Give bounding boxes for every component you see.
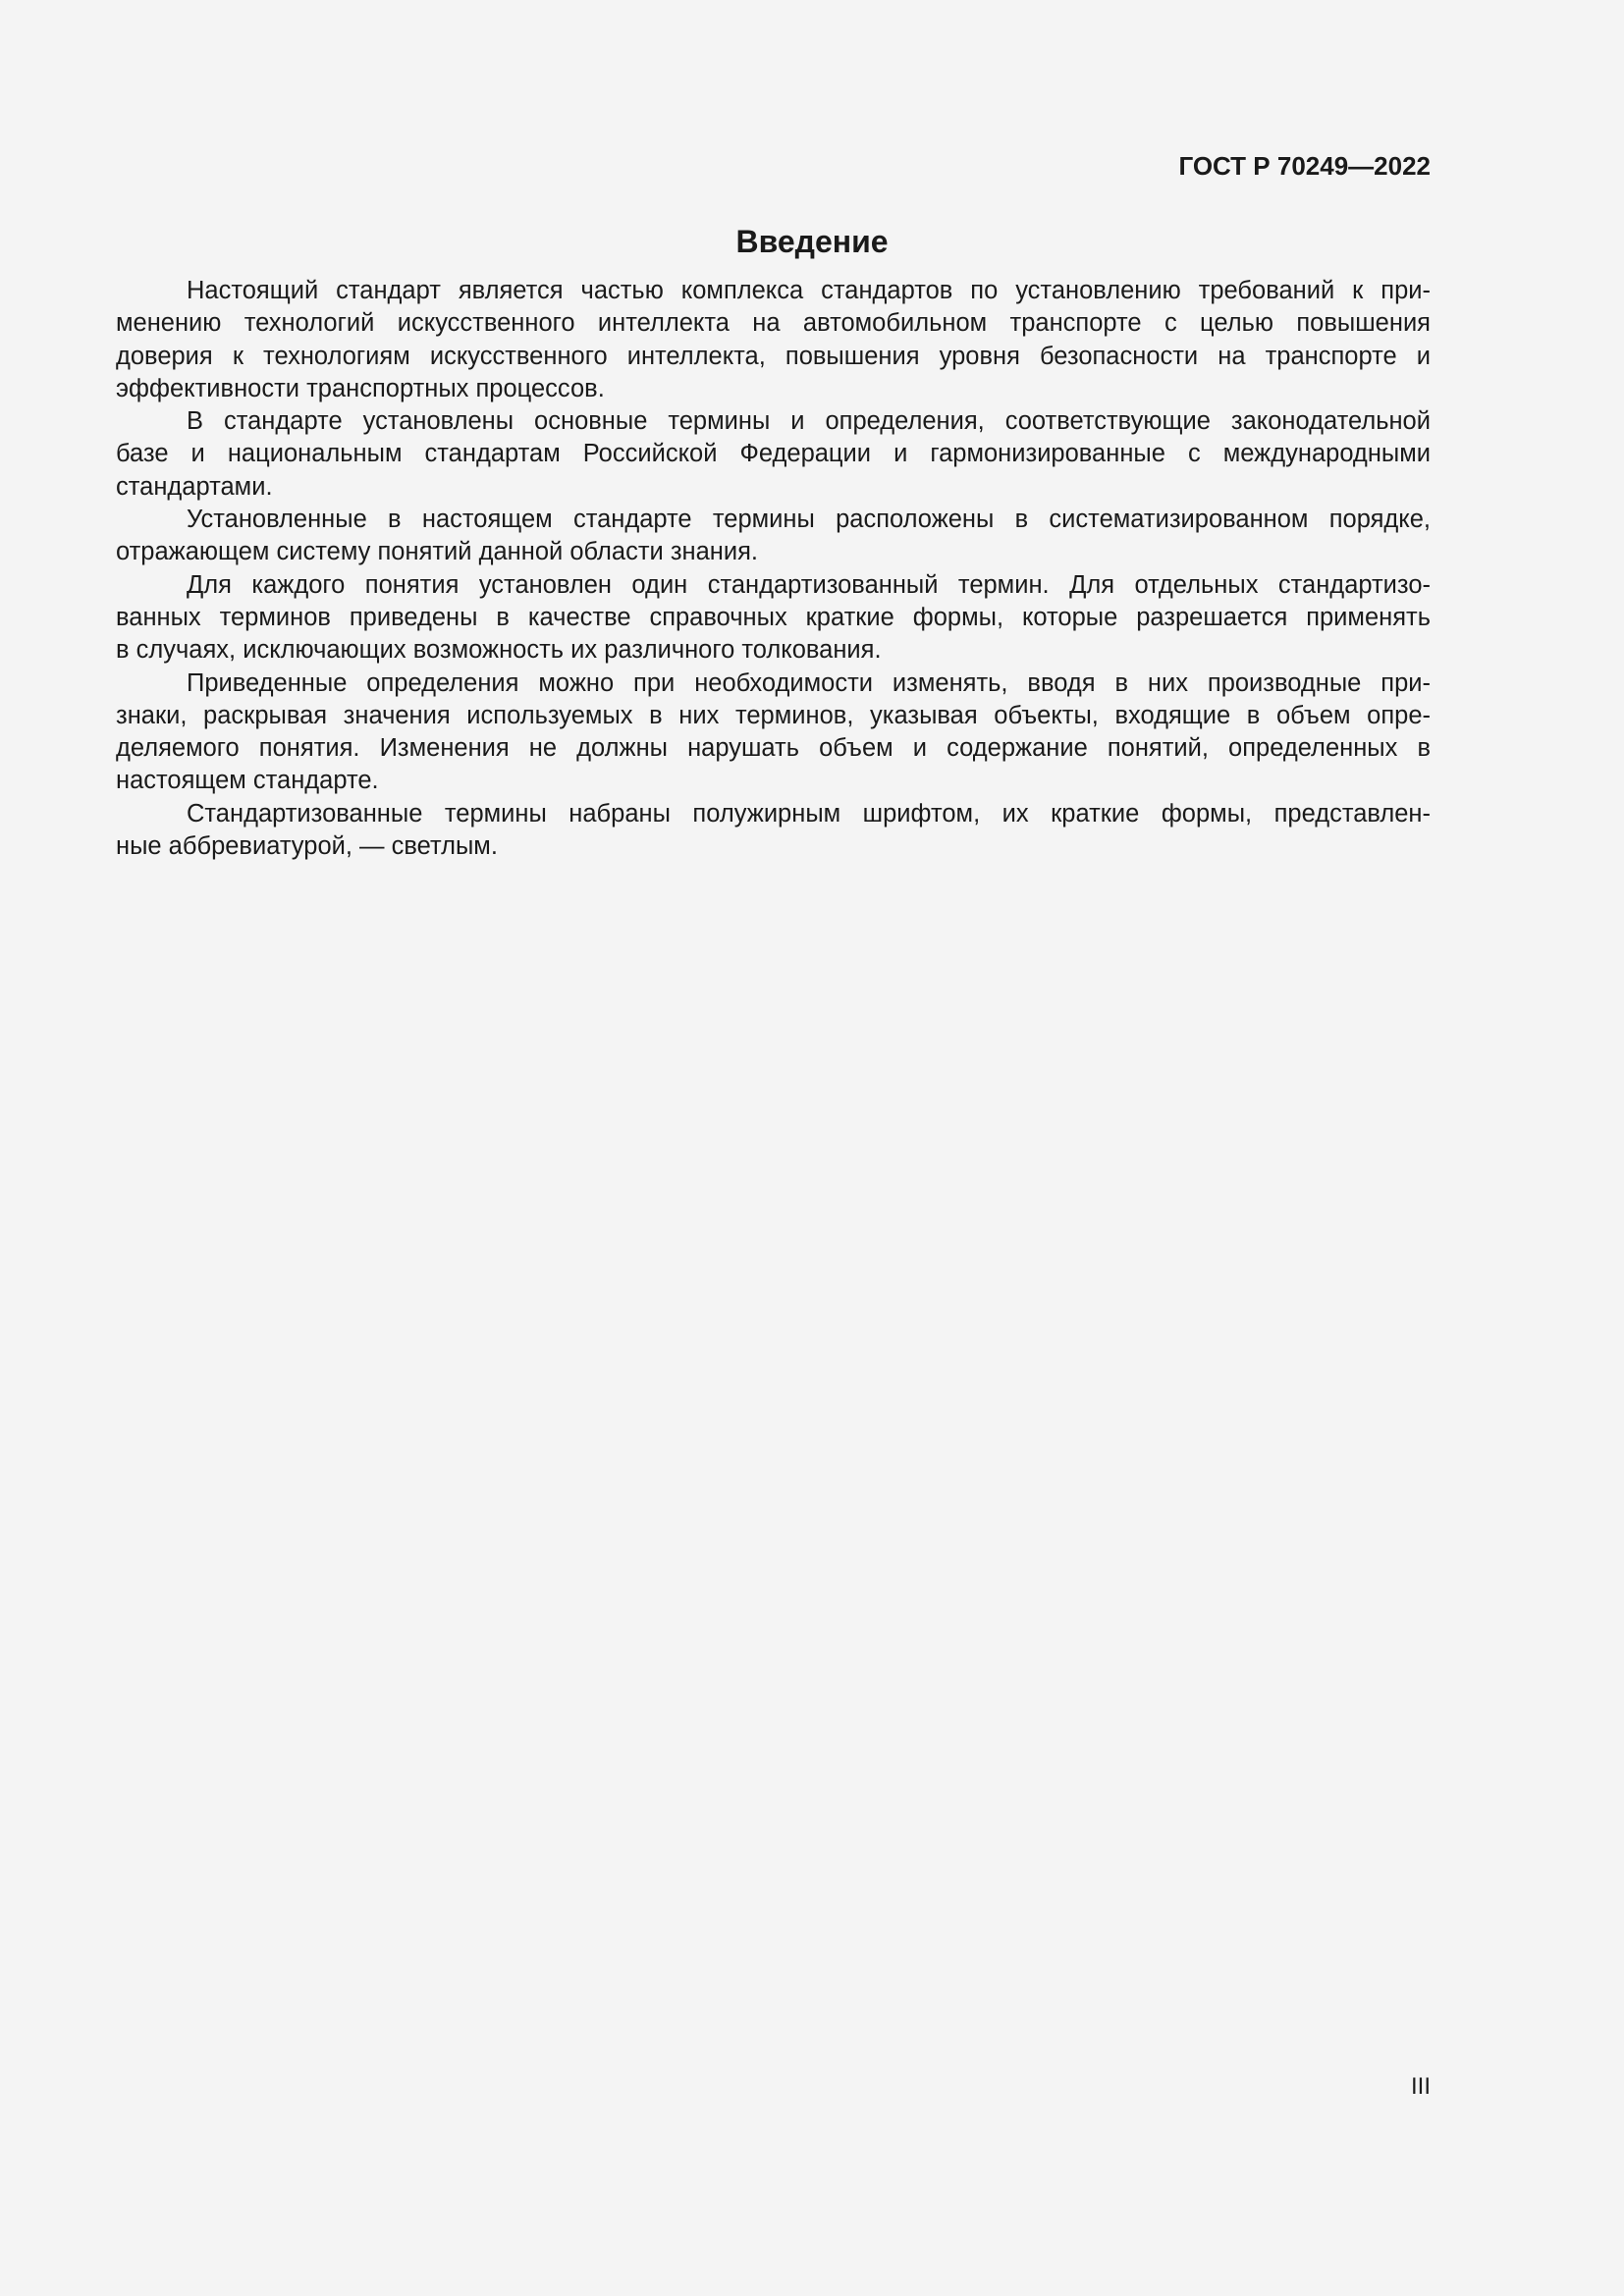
text-line: в случаях, исключающих возможность их различного толкования.	[116, 636, 882, 665]
paragraph	[116, 405, 1431, 504]
paragraph	[116, 798, 1431, 864]
text-line: Приведенные определения можно при необходимости изменять, вводя в них производные при-	[187, 668, 1431, 697]
text-line: эффективности транспортных процессов.	[116, 374, 605, 402]
text-line: Установленные в настоящем стандарте термины расположены в систематизированном порядке,	[187, 506, 1431, 534]
text-line: доверия к технологиям искусственного интеллекта, повышения уровня безопасности на транспорте и	[116, 342, 1431, 370]
text-line: стандартами.	[116, 472, 273, 501]
paragraph	[116, 275, 1431, 405]
text-line: базе и национальным стандартам Российской Федерации и гармонизированные с международными	[116, 440, 1431, 468]
section-title: Введение	[735, 224, 889, 259]
text-line: Стандартизованные термины набраны полужирным шрифтом, их краткие формы, представлен-	[187, 799, 1431, 828]
text-line: настоящем стандарте.	[116, 767, 379, 795]
text-line: Настоящий стандарт является частью комплекса стандартов по установлению требований к при-	[187, 277, 1431, 304]
text-line: деляемого понятия. Изменения не должны нарушать объем и содержание понятий, определенных в	[116, 734, 1431, 763]
text-line: ванных терминов приведены в качестве справочных краткие формы, которые разрешается применять	[116, 603, 1431, 631]
text-line: Для каждого понятия установлен один стандартизованный термин. Для отдельных стандартизо-	[187, 570, 1431, 599]
text-line: менению технологий искусственного интеллекта на автомобильном транспорте с целью повышения	[116, 309, 1431, 338]
paragraph	[116, 504, 1431, 569]
document-number: ГОСТ Р 70249—2022	[1178, 151, 1431, 181]
page-number: III	[1410, 2073, 1431, 2100]
text-line: отражающем систему понятий данной области знания.	[116, 538, 758, 566]
paragraph	[116, 667, 1431, 798]
paragraph	[116, 569, 1431, 667]
text-line: В стандарте установлены основные термины и определения, соответствующие законодательной	[187, 407, 1431, 436]
document-body	[116, 275, 1431, 863]
text-line: ные аббревиатурой, — светлым.	[116, 832, 498, 861]
text-line: знаки, раскрывая значения используемых в них терминов, указывая объекты, входящие в объем опре-	[116, 701, 1431, 729]
